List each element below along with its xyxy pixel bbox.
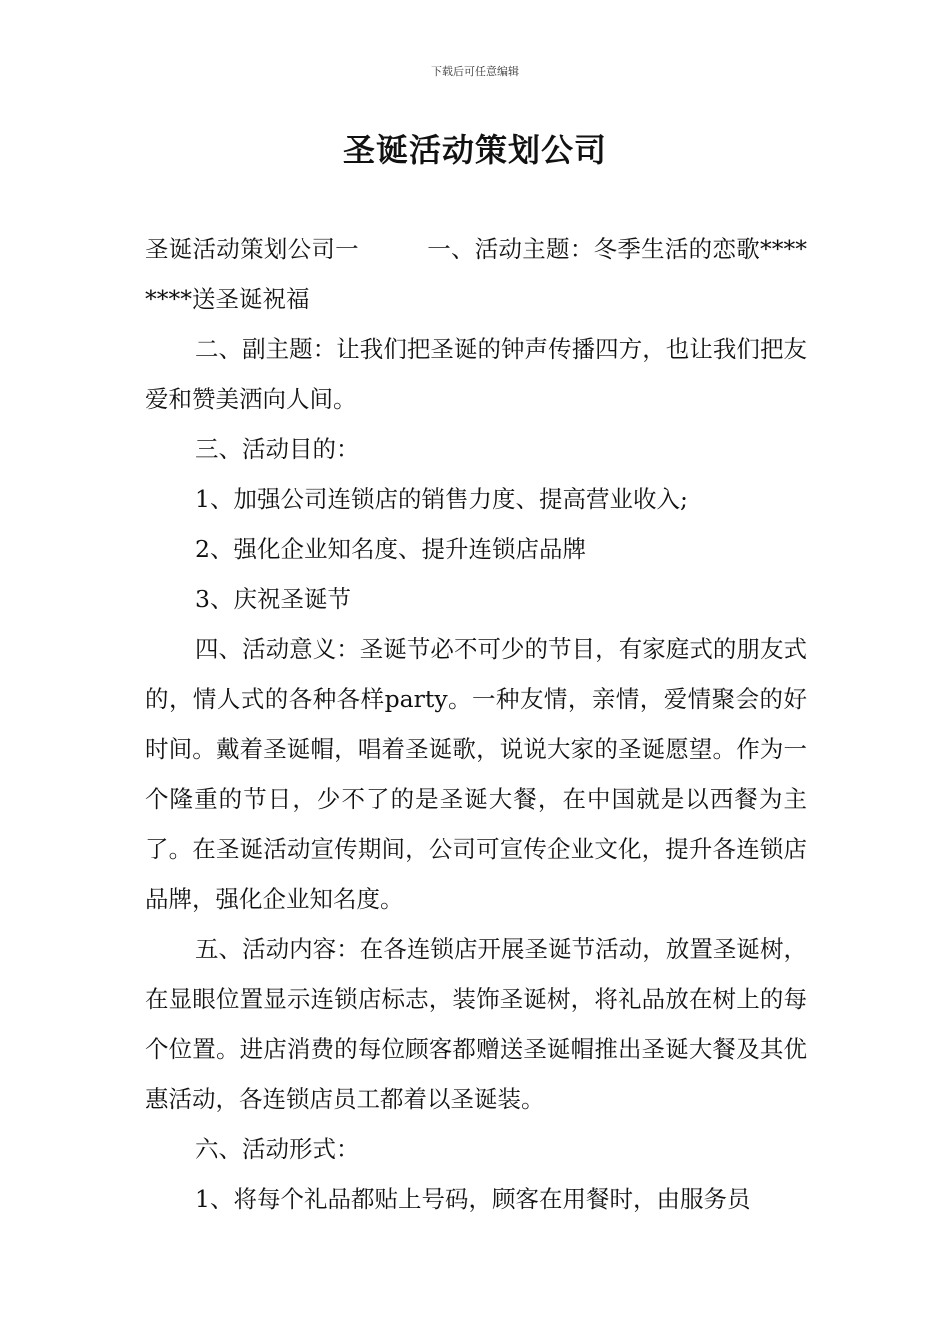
intro-text: 一、活动主题：冬季生活的恋歌********送圣诞祝福 <box>145 235 807 313</box>
paragraph-purpose-1: 1、加强公司连锁店的销售力度、提高营业收入; <box>195 485 688 513</box>
paragraph-purpose-2: 2、强化企业知名度、提升连锁店品牌 <box>195 535 586 563</box>
document-title: 圣诞活动策划公司 <box>342 131 607 169</box>
paragraph-significance: 四、活动意义：圣诞节必不可少的节目，有家庭式的朋友式的，情人式的各种各样party。一种友情，亲情，爱情聚会的好时间。戴着圣诞帽，唱着圣诞歌，说说大家的圣诞愿望。作为一个隆重的节日，少不了的是圣诞大餐，在中国就是以西餐为主了。在圣诞活动宣传期间，公司可宣传企业文化，提升各连锁店品牌，强化企业知名度。 <box>145 635 807 913</box>
paragraph-form-1: 1、将每个礼品都贴上号码，顾客在用餐时，由服务员 <box>195 1185 751 1213</box>
intro-paragraph <box>145 224 807 324</box>
paragraph-purpose-3: 3、庆祝圣诞节 <box>195 585 351 613</box>
paragraph-form-heading: 六、活动形式： <box>195 1135 360 1163</box>
header-note: 下载后可任意编辑 <box>431 65 519 78</box>
paragraph-content: 五、活动内容：在各连锁店开展圣诞节活动，放置圣诞树，在显眼位置显示连锁店标志，装饰圣诞树，将礼品放在树上的每个位置。进店消费的每位顾客都赠送圣诞帽推出圣诞大餐及其优惠活动，各连锁店员工都着以圣诞装。 <box>145 935 807 1113</box>
paragraph-purpose-heading: 三、活动目的： <box>195 435 360 463</box>
paragraph-subtheme: 二、副主题：让我们把圣诞的钟声传播四方，也让我们把友爱和赞美洒向人间。 <box>145 335 807 413</box>
document-body <box>145 224 807 1224</box>
intro-lead: 圣诞活动策划公司一 <box>145 235 359 263</box>
